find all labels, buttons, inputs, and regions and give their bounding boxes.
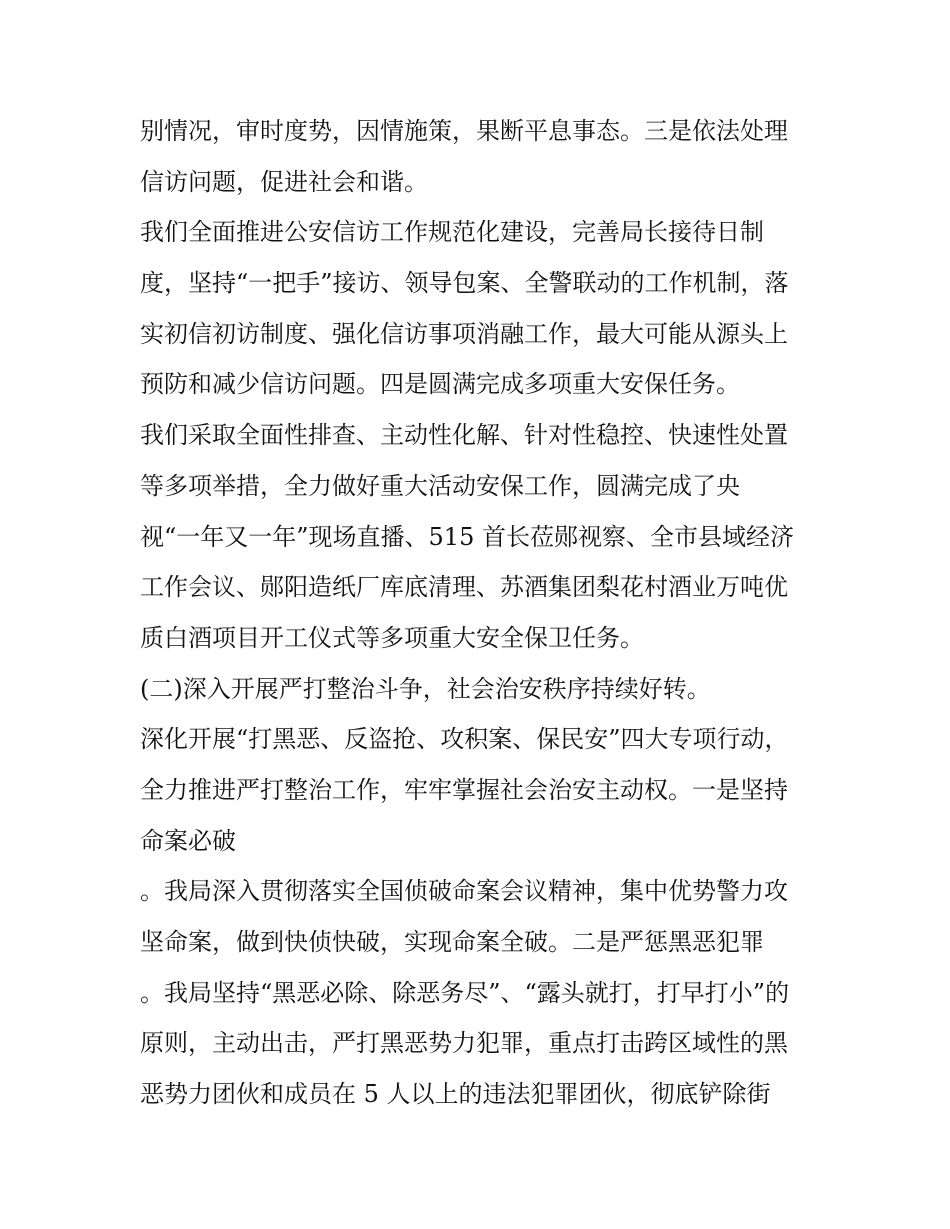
text-line: 视“一年又一年”现场直播、515 首长莅郧视察、全市县域经济 (140, 522, 794, 551)
text-line: 全力推进严打整治工作，牢牢掌握社会治安主动权。一是坚持 (140, 775, 788, 804)
text-line: 质白酒项目开工仪式等多项重大安全保卫任务。 (140, 623, 644, 652)
text-line: 原则，主动出击，严打黑恶势力犯罪，重点打击跨区域性的黑 (140, 1029, 788, 1058)
document-body (140, 106, 820, 1120)
text-line: 等多项举措，全力做好重大活动安保工作，圆满完成了央 (140, 471, 740, 500)
text-line: 工作会议、郧阳造纸厂库底清理、苏酒集团梨花村酒业万吨优 (140, 573, 788, 602)
text-line: 度，坚持“一把手”接访、领导包案、全警联动的工作机制，落 (140, 269, 789, 298)
text-line: 我们全面推进公安信访工作规范化建设，完善局长接待日制 (140, 218, 764, 247)
text-line: 。我局深入贯彻落实全国侦破命案会议精神，集中优势警力攻 (140, 877, 788, 906)
text-line: 命案必破 (140, 826, 236, 855)
text-line: 实初信初访制度、强化信访事项消融工作，最大可能从源头上 (140, 319, 788, 348)
text-line: 我们采取全面性排查、主动性化解、针对性稳控、快速性处置 (140, 421, 788, 450)
text-line: 深化开展“打黑恶、反盗抢、攻积案、保民安”四大专项行动， (140, 725, 789, 754)
text-line: 。我局坚持“黑恶必除、除恶务尽”、“露头就打，打早打小”的 (140, 978, 790, 1007)
text-line: 预防和减少信访问题。四是圆满完成多项重大安保任务。 (140, 370, 740, 399)
text-line: 恶势力团伙和成员在 5 人以上的违法犯罪团伙，彻底铲除街 (140, 1080, 771, 1109)
text-line: 坚命案，做到快侦快破，实现命案全破。二是严惩黑恶犯罪 (140, 928, 764, 956)
text-line: 别情况，审时度势，因情施策，果断平息事态。三是依法处理 (140, 117, 788, 145)
section-heading: (二)深入开展严打整治斗争，社会治安秩序持续好转。 (140, 674, 711, 703)
text-line: 信访问题，促进社会和谐。 (140, 167, 428, 196)
